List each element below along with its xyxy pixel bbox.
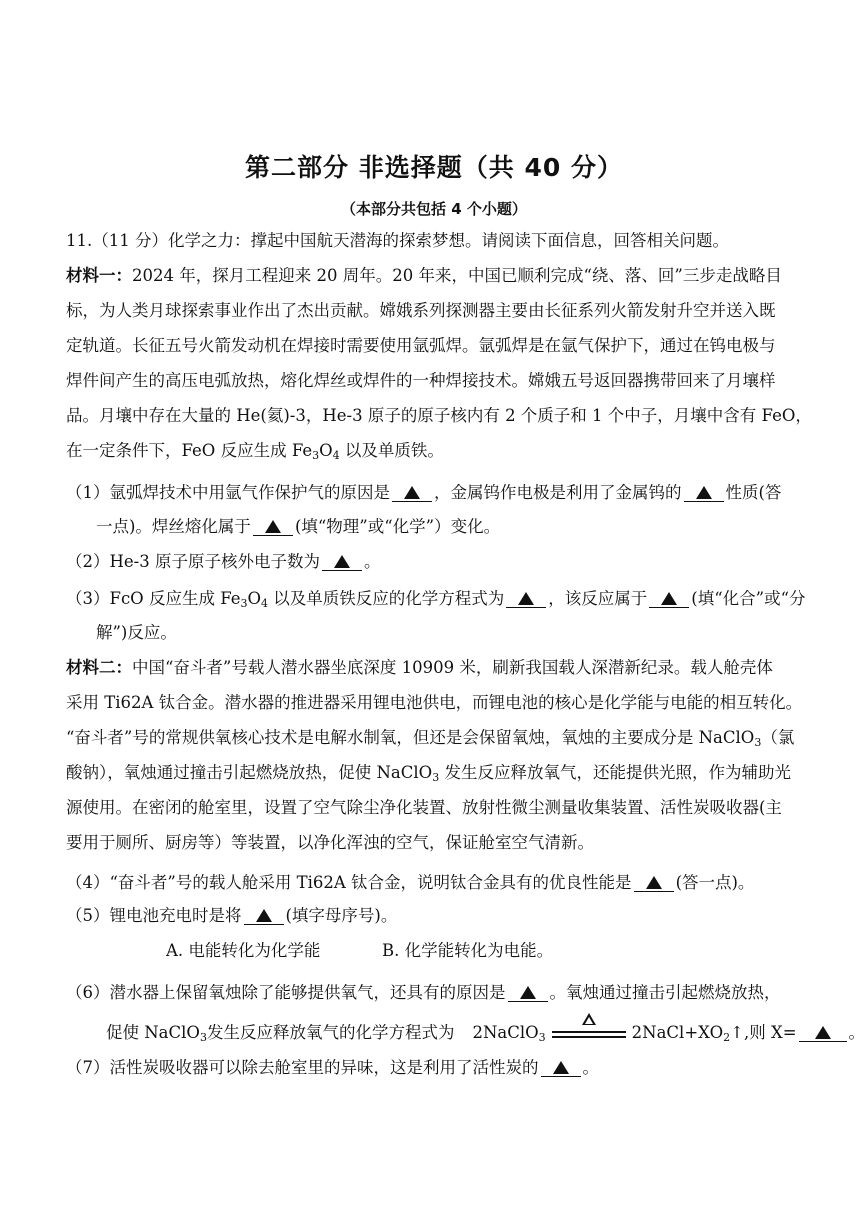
answer-blank-6b[interactable] — [799, 1025, 847, 1042]
material-one-text: 定轨道。长征五号火箭发动机在焊接时需要使用氩弧焊。氩弧焊是在氩气保护下，通过在钨电极与 — [66, 336, 776, 355]
subscript: 3 — [754, 736, 762, 749]
answer-blank-2[interactable] — [322, 554, 362, 571]
text-segment: 酸钠），氧烛通过撞击引起燃烧放热，促使 NaClO — [66, 763, 433, 782]
triangle-icon — [520, 986, 536, 999]
text-segment: （6）潜水器上保留氧烛除了能够提供氧气，还具有的原因是 — [66, 983, 506, 1002]
text-segment: （3）FcO 反应生成 Fe — [66, 589, 241, 608]
material-two-line — [66, 657, 773, 679]
subscript: 4 — [261, 597, 269, 610]
text-segment: （7）活性炭吸收器可以除去舱室里的异味，这是利用了活性炭的 — [66, 1058, 539, 1077]
text-segment: 。 — [582, 1058, 599, 1077]
answer-blank-1b[interactable] — [684, 485, 724, 502]
text-segment: 。 — [848, 1023, 866, 1042]
answer-blank-7[interactable] — [541, 1060, 581, 1077]
section-subtitle: （本部分共包括 4 个小题） — [341, 200, 527, 218]
heat-reaction-symbol — [552, 1020, 626, 1042]
triangle-icon — [256, 909, 272, 922]
subscript: 3 — [240, 597, 248, 610]
text-segment: (填字母序号)。 — [285, 906, 398, 925]
material-two-line — [66, 832, 594, 854]
material-two-line — [66, 727, 794, 754]
text-segment: (填“物理”或“化学”）变化。 — [294, 517, 501, 536]
material-one-text: 标，为人类月球探索事业作出了杰出贡献。嫦娥系列探测器主要由长征系列火箭发射升空并送入既 — [66, 301, 776, 320]
material-one-text: 焊件间产生的高压电弧放热，熔化焊丝或焊件的一种焊接技术。嫦娥五号返回器携带回来了月壤样 — [66, 371, 776, 390]
subscript: 4 — [332, 449, 340, 462]
material-two-label: 材料二： — [66, 658, 132, 677]
material-one-line — [66, 335, 776, 357]
material-one-line — [66, 300, 776, 322]
question-3 — [66, 588, 806, 615]
subscript: 3 — [199, 1031, 207, 1044]
option-a-text: A. 电能转化为化学能 — [166, 941, 321, 960]
triangle-icon — [404, 486, 420, 499]
text-segment: 2NaCl+XO — [631, 1023, 724, 1042]
text-segment: ，该反应属于 — [548, 589, 648, 608]
material-two-text: 采用 Ti62A 钛合金。潜水器的推进器采用锂电池供电，而锂电池的核心是化学能与电能的相互转化。 — [66, 693, 803, 712]
material-one-text: 2024 年，探月工程迎来 20 周年。20 年来，中国已顺利完成“绕、落、回”三步走战略目 — [132, 266, 782, 285]
text-segment: （5）锂电池充电时是将 — [66, 906, 242, 925]
question-intro — [66, 230, 729, 252]
text-segment: 。氧烛通过撞击引起燃烧放热， — [549, 983, 781, 1002]
material-one-line — [66, 440, 444, 467]
question-5 — [66, 905, 397, 927]
material-two-line — [66, 797, 782, 819]
question-intro-text: 11.（11 分）化学之力：撑起中国航天潜海的探索梦想。请阅读下面信息，回答相关问题。 — [66, 231, 729, 250]
answer-blank-3b[interactable] — [649, 591, 689, 608]
text-segment: 发生反应释放氧气的化学方程式为 — [206, 1023, 455, 1042]
delta-icon — [582, 1013, 596, 1025]
answer-blank-3a[interactable] — [506, 591, 546, 608]
text-segment: O — [319, 441, 333, 460]
text-segment: （1）氩弧焊技术中用氩气作保护气的原因是 — [66, 483, 390, 502]
text-segment: （4）“奋斗者”号的载人舱采用 Ti62A 钛合金，说明钛合金具有的优良性能是 — [66, 873, 632, 892]
text-segment: 。 — [363, 552, 381, 571]
subscript: 2 — [723, 1031, 731, 1044]
text-segment: (答一点)。 — [675, 873, 755, 892]
triangle-icon — [696, 486, 712, 499]
answer-blank-6a[interactable] — [508, 985, 548, 1002]
subscript: 3 — [312, 449, 320, 462]
text-segment: （氯 — [761, 728, 795, 747]
material-two-text: 源使用。在密闭的舱室里，设置了空气除尘净化装置、放射性微尘测量收集装置、活性炭吸收器(主 — [66, 798, 782, 817]
text-segment: “奋斗者”号的常规供氧核心技术是电解水制氧，但还是会保留氧烛，氧烛的主要成分是 NaClO — [66, 728, 755, 747]
text-segment: O — [247, 589, 262, 608]
material-two-line — [66, 762, 791, 789]
text-segment: 以及单质铁。 — [339, 441, 444, 460]
text-segment: 促使 NaClO — [106, 1023, 200, 1042]
text-segment: 性质(答 — [725, 483, 782, 502]
subscript: 3 — [432, 771, 440, 784]
material-two-line — [66, 692, 802, 714]
equals-bar — [552, 1036, 626, 1038]
text-segment: 以及单质铁反应的化学方程式为 — [268, 589, 505, 608]
text-segment: 发生反应释放氧气，还能提供光照，作为辅助光 — [439, 763, 791, 782]
text-segment: 在一定条件下，FeO 反应生成 Fe — [66, 441, 313, 460]
material-one-line — [66, 370, 776, 392]
answer-blank-5[interactable] — [244, 908, 284, 925]
answer-blank-1c[interactable] — [253, 519, 293, 536]
answer-blank-4[interactable] — [634, 875, 674, 892]
material-one-text: 品。月壤中存在大量的 He(氦)-3，He-3 原子的原子核内有 2 个质子和 1 个中子，月壤中含有 FeO， — [66, 406, 812, 425]
triangle-icon — [518, 592, 534, 605]
question-2 — [66, 551, 380, 573]
option-b-text: B. 化学能转化为电能。 — [382, 941, 554, 960]
subscript: 3 — [538, 1031, 546, 1044]
question-6-equation — [106, 1020, 865, 1049]
triangle-icon — [265, 520, 281, 533]
text-segment: (填“化合”或“分 — [691, 589, 806, 608]
question-7 — [66, 1057, 599, 1079]
option-a — [166, 940, 320, 962]
answer-blank-1a[interactable] — [392, 485, 432, 502]
triangle-icon — [815, 1026, 831, 1039]
text-segment: ，金属钨作电极是利用了金属钨的 — [434, 483, 682, 502]
material-one-label: 材料一： — [66, 266, 132, 285]
material-one-line — [66, 405, 812, 427]
option-b — [382, 940, 553, 962]
triangle-icon — [646, 876, 662, 889]
text-segment: 2NaClO — [472, 1023, 539, 1042]
material-two-text: 中国“奋斗者”号载人潜水器坐底深度 10909 米，刷新我国载人深潜新纪录。载人舱壳体 — [132, 658, 773, 677]
text-segment: ↑,则 X= — [730, 1023, 797, 1042]
question-4 — [66, 872, 754, 894]
equals-bar — [552, 1031, 626, 1033]
question-6 — [66, 982, 781, 1004]
text-segment: （2）He-3 原子原子核外电子数为 — [66, 552, 320, 571]
material-one-line — [66, 265, 782, 287]
triangle-icon — [661, 592, 677, 605]
triangle-icon — [334, 555, 350, 568]
text-segment: 一点)。焊丝熔化属于 — [96, 517, 251, 536]
triangle-icon — [553, 1061, 569, 1074]
text-segment: 解”)反应。 — [96, 623, 177, 642]
question-1 — [66, 482, 781, 504]
question-1-cont — [96, 516, 500, 538]
question-3-cont — [96, 622, 177, 644]
material-two-text: 要用于厕所、厨房等）等装置，以净化浑浊的空气，保证舱室空气清新。 — [66, 833, 594, 852]
section-title: 第二部分 非选择题（共 40 分） — [245, 153, 623, 182]
